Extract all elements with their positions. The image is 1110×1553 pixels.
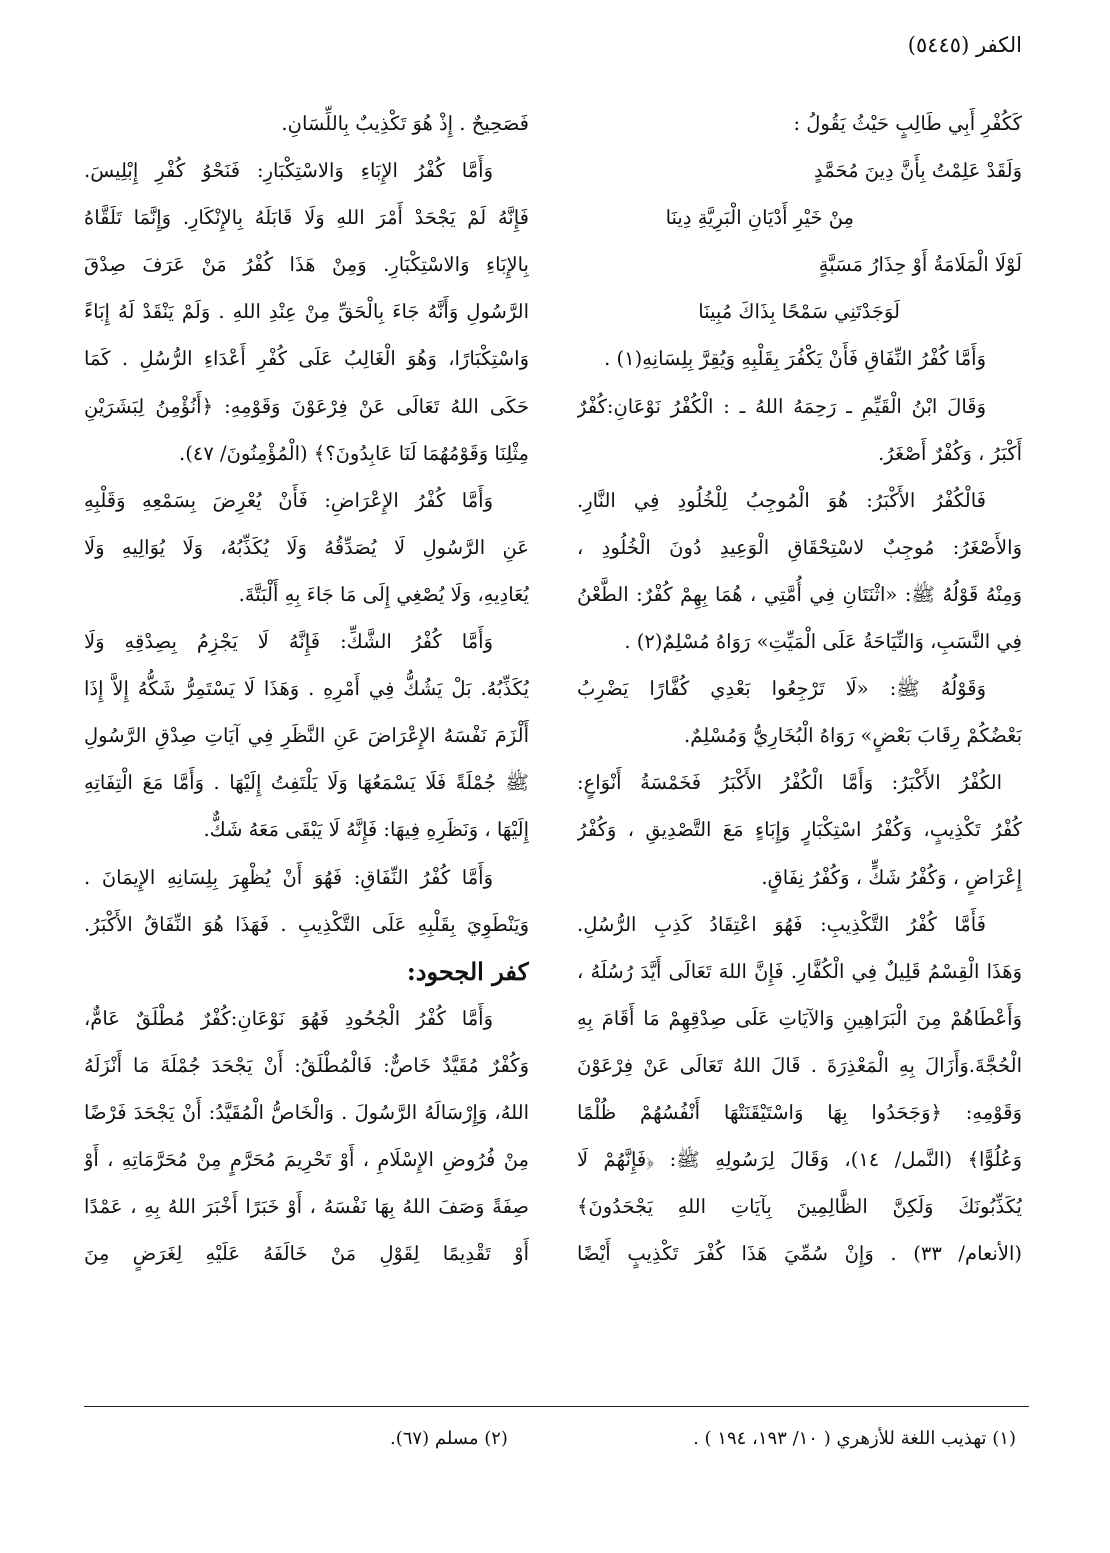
text-line: وَعُلُوًّا﴾ (النَّمل/ ١٤)، وَقَالَ لِرَسُولِهِ ﷺ: ﴿فَإِنَّهُمْ لَا xyxy=(577,1148,1022,1172)
text-line: وَاسْتِكْبَارًا، وَهُوَ الْغَالِبُ عَلَى كُفْرِ أَعْدَاءِ الرُّسُلِ . كَمَا xyxy=(84,347,529,371)
text-line: فَأَمَّا كُفْرُ التَّكْذِيبِ: فَهُوَ اعْتِقَادُ كَذِبِ الرُّسُلِ. xyxy=(577,912,986,936)
verse-line: لَوْلَا الْمَلَامَةُ أَوْ حِذَارُ مَسَبَّةٍ xyxy=(818,253,1022,277)
text-line: بَعْضُكُمْ رِقَابَ بَعْضٍ» رَوَاهُ الْبُخَارِيُّ وَمُسْلِمٌ. xyxy=(684,724,1022,748)
text-line: بِالإِبَاءِ وَالاسْتِكْبَارِ. وَمِنْ هَذَا كُفْرُ مَنْ عَرَفَ صِدْقَ xyxy=(84,253,529,277)
running-header: الكفر (٥٤٤٥) xyxy=(907,33,1022,57)
text-line: أَكْبَرُ ، وَكُفْرٌ أَصْغَرُ. xyxy=(878,441,1022,465)
footnote-divider xyxy=(84,1406,1029,1407)
text-line: ﷺ جُمْلَةً فَلَا يَسْمَعُهَا وَلَا يَلْتَفِتُ إِلَيْهَا . وَأَمَّا مَعَ الْتِفَاتِهِ xyxy=(84,771,529,795)
text-line: الكُفْرُ الأَكْبَرُ: وَأَمَّا الْكُفْرُ الأَكْبَرُ فَخَمْسَةُ أَنْوَاعٍ: xyxy=(577,771,1002,795)
text-line: يُكَذِّبُهُ. بَلْ يَشُكُّ فِي أَمْرِهِ . وَهَذَا لَا يَسْتَمِرُّ شَكُّهُ إِلاَّ إِذَا xyxy=(84,677,529,701)
text-line: وَمِنْهُ قَوْلُهُ ﷺ: «اثْنَتَانِ فِي أُمَّتِي ، هُمَا بِهِمْ كُفْرٌ: الطَّعْنُ xyxy=(577,582,1022,606)
text-line: وَأَعْطَاهُمْ مِنَ الْبَرَاهِينِ وَالآيَاتِ عَلَى صِدْقِهِمْ مَا أَقَامَ بِهِ xyxy=(577,1006,1022,1030)
text-line: وَأَمَّا كُفْرُ الإِعْرَاضِ: فَأَنْ يُعْرِضَ بِسَمْعِهِ وَقَلْبِهِ xyxy=(84,488,493,512)
section-heading: كفر الجحود: xyxy=(406,956,529,986)
text-line: الرَّسُولِ وَأَنَّهُ جَاءَ بِالْحَقِّ مِنْ عِنْدِ اللهِ . وَلَمْ يَنْقَدْ لَهُ إِبَاءً xyxy=(84,300,529,324)
text-line: وَهَذَا الْقِسْمُ قَلِيلٌ فِي الْكُفَّارِ. فَإِنَّ اللهَ تَعَالَى أَيَّدَ رُسُلَهُ ، xyxy=(577,959,1022,983)
verse-line: مِنْ خَيْرِ أَدْيَانِ الْبَرِيَّةِ دِينَا xyxy=(665,206,854,230)
text-line: أَلْزَمَ نَفْسَهُ الإِعْرَاضَ عَنِ النَّظَرِ فِي آيَاتِ صِدْقِ الرَّسُولِ xyxy=(84,724,529,748)
text-line: فِي النَّسَبِ، وَالنِّيَاحَةُ عَلَى الْمَيِّتِ» رَوَاهُ مُسْلِمٌ(٢) . xyxy=(624,630,1022,654)
text-line: وَيَنْطَوِيَ بِقَلْبِهِ عَلَى التَّكْذِيبِ . فَهَذَا هُوَ النِّفَاقُ الأَكْبَرُ. xyxy=(84,912,529,936)
text-line: فَصَحِيحٌ . إِذْ هُوَ تَكْذِيبٌ بِاللِّسَانِ. xyxy=(281,112,529,135)
text-line: وَأَمَّا كُفْرُ النِّفَاقِ فَأَنْ يَكْفُرَ بِقَلْبِهِ وَيُقِرَّ بِلِسَانِهِ(١) . xyxy=(604,347,986,371)
text-line: يُعَادِيهِ، وَلَا يُصْغِي إِلَى مَا جَاءَ بِهِ أَلْبَتَّةَ. xyxy=(238,582,529,606)
text-line: عَنِ الرَّسُولِ لَا يُصَدِّقُهُ وَلَا يُكَذِّبُهُ، وَلَا يُوَالِيهِ وَلَا xyxy=(84,535,529,559)
text-line: كُفْرُ تَكْذِيبٍ، وَكُفْرُ اسْتِكْبَارٍ وَإِبَاءٍ مَعَ التَّصْدِيقِ ، وَكُفْرُ xyxy=(577,818,1022,842)
text-line: إِلَيْهَا ، وَنَظَرِهِ فِيهَا: فَإِنَّهُ لَا يَبْقَى مَعَهُ شَكٌّ. xyxy=(203,818,529,842)
text-line: وَأَمَّا كُفْرُ الإِبَاءِ وَالاسْتِكْبَارِ: فَنَحْوُ كُفْرِ إِبْلِيسَ. xyxy=(84,159,493,183)
text-line: وَقَالَ ابْنُ الْقَيِّمِ ـ رَحِمَهُ اللهُ ـ : الْكُفْرُ نَوْعَانِ:كُفْرٌ xyxy=(577,394,986,418)
text-line: وَأَمَّا كُفْرُ الشَّكِّ: فَإِنَّهُ لَا يَجْزِمُ بِصِدْقِهِ وَلَا xyxy=(84,630,493,654)
footnote-1: (١) تهذيب اللغة للأزهري ( ١٠/ ١٩٣، ١٩٤ ) . xyxy=(693,1428,1016,1449)
text-line: كَكُفْرِ أَبِي طَالِبٍ حَيْثُ يَقُولُ : xyxy=(793,112,1022,135)
text-line: اللهُ، وَإِرْسَالَهُ الرَّسُولَ . وَالْخَاصُّ الْمُقَيَّدُ: أَنْ يَجْحَدَ فَرْضًا xyxy=(84,1100,529,1124)
text-line: وَكُفْرٌ مُقَيَّدٌ خَاصٌّ: فَالْمُطْلَقُ: أَنْ يَجْحَدَ جُمْلَةَ مَا أَنْزَلَهُ xyxy=(84,1053,529,1077)
text-line: أَوْ تَقْدِيمًا لِقَوْلِ مَنْ خَالَفَهُ عَلَيْهِ لِغَرَضٍ مِنَ xyxy=(84,1242,529,1266)
text-line: الْحُجَّةَ.وَأَزَالَ بِهِ الْمَعْذِرَةَ . قَالَ اللهُ تَعَالَى عَنْ فِرْعَوْنَ xyxy=(577,1053,1022,1077)
text-line: حَكَى اللهُ تَعَالَى عَنْ فِرْعَوْنَ وَقَوْمِهِ: ﴿أَنُؤْمِنُ لِبَشَرَيْنِ xyxy=(84,394,529,418)
text-line: وَأَمَّا كُفْرُ الْجُحُودِ فَهُوَ نَوْعَانِ:كُفْرٌ مُطْلَقٌ عَامٌّ، xyxy=(84,1006,493,1030)
text-line: إِعْرَاضٍ ، وَكُفْرُ شَكٍّ ، وَكُفْرُ نِفَاقٍ. xyxy=(761,865,1022,889)
text-line: صِفَةً وَصَفَ اللهُ بِهَا نَفْسَهُ ، أَوْ خَبَرًا أَخْبَرَ اللهُ بِهِ ، عَمْدًا xyxy=(84,1195,529,1219)
right-column xyxy=(577,100,1022,1277)
text-line: فَإِنَّهُ لَمْ يَجْحَدْ أَمْرَ اللهِ وَلَا قَابَلَهُ بِالإِنْكَارِ. وَإِنَّمَا تَلَقَّاهُ xyxy=(84,206,529,230)
text-line: وَالأَصْغَرُ: مُوجِبٌ لاسْتِحْقَاقِ الْوَعِيدِ دُونَ الْخُلُودِ ، xyxy=(577,535,1022,559)
verse-line: وَلَقَدْ عَلِمْتُ بِأَنَّ دِينَ مُحَمَّدٍ xyxy=(814,159,1022,183)
text-line: مِثْلِنَا وَقَوْمُهُمَا لَنَا عَابِدُونَ؟﴾ (الْمُؤْمِنُونَ/ ٤٧). xyxy=(179,441,529,465)
footnote-2: (٢) مسلم (٦٧). xyxy=(390,1428,508,1449)
text-line: وَقَوْمِهِ: ﴿وَجَحَدُوا بِهَا وَاسْتَيْقَنَتْهَا أَنْفُسُهُمْ ظُلْمًا xyxy=(577,1100,1022,1124)
text-line: وَأَمَّا كُفْرُ النِّفَاقِ: فَهُوَ أَنْ يُظْهِرَ بِلِسَانِهِ الإِيمَانَ . xyxy=(84,865,493,889)
text-line: يُكَذِّبُونَكَ وَلَكِنَّ الظَّالِمِينَ بِآيَاتِ اللهِ يَجْحَدُونَ﴾ xyxy=(577,1195,1022,1219)
verse-line: لَوَجَدْتَنِي سَمْحًا بِذَاكَ مُبِينَا xyxy=(698,300,900,324)
text-line: فَالْكُفْرُ الأَكْبَرُ: هُوَ الْمُوجِبُ لِلْخُلُودِ فِي النَّارِ. xyxy=(577,488,986,512)
text-line: (الأنعام/ ٣٣) . وَإِنْ سُمِّيَ هَذَا كُفْرَ تَكْذِيبٍ أَيْضًا xyxy=(577,1242,1022,1266)
text-line: وَقَوْلُهُ ﷺ: «لَا تَرْجِعُوا بَعْدِي كُفَّارًا يَضْرِبُ xyxy=(577,677,986,701)
text-line: مِنْ فُرُوضِ الإِسْلَامِ ، أَوْ تَحْرِيمَ مُحَرَّمٍ مِنْ مُحَرَّمَاتِهِ ، أَوْ xyxy=(84,1148,529,1172)
left-column xyxy=(84,100,529,1277)
